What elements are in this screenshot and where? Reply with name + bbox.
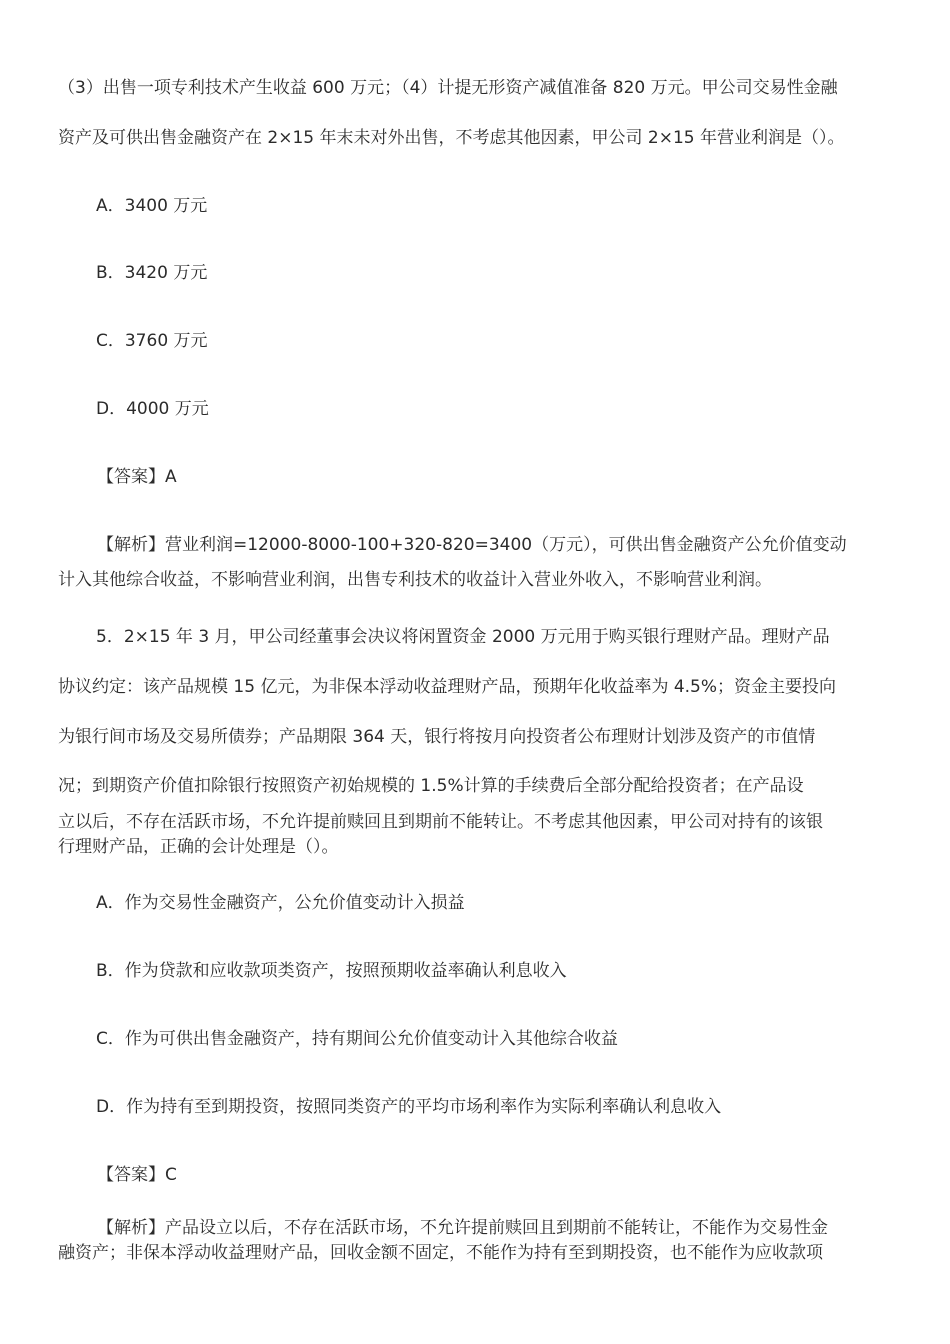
q5-stem-line-1: 5．2×15 年 3 月，甲公司经董事会决议将闲置资金 2000 万元用于购买银行理财产品。理财产品 [96,627,830,647]
q5-stem-line-3: 为银行间市场及交易所债券；产品期限 364 天，银行将按月向投资者公布理财计划涉及资产的市值情 [58,727,816,747]
q5-option-d: D．作为持有至到期投资，按照同类资产的平均市场利率作为实际利率确认利息收入 [96,1097,722,1117]
q5-stem-line-2: 协议约定：该产品规模 15 亿元，为非保本浮动收益理财产品，预期年化收益率为 4.5%；资金主要投向 [58,677,837,697]
q4-option-c: C．3760 万元 [96,331,208,351]
q5-stem-line-6: 行理财产品，正确的会计处理是（）。 [58,837,339,857]
q4-option-b: B．3420 万元 [96,263,208,283]
q5-stem-line-5: 立以后，不存在活跃市场，不允许提前赎回且到期前不能转让。不考虑其他因素，甲公司对持有的该银 [58,812,823,832]
q5-option-a: A．作为交易性金融资产，公允价值变动计入损益 [96,893,465,913]
q4-option-d: D．4000 万元 [96,399,209,419]
q5-option-b: B．作为贷款和应收款项类资产，按照预期收益率确认利息收入 [96,961,567,981]
q4-analysis-line-1: 【解析】营业利润=12000-8000-100+320-820=3400（万元），可供出售金融资产公允价值变动 [97,535,847,555]
q5-analysis-line-2: 融资产；非保本浮动收益理财产品，回收金额不固定，不能作为持有至到期投资，也不能作为应收款项 [58,1243,823,1263]
q5-answer: 【答案】C [97,1165,177,1185]
q5-stem-line-4: 况；到期资产价值扣除银行按照资产初始规模的 1.5%计算的手续费后全部分配给投资者；在产品设 [58,776,804,796]
q5-option-c: C．作为可供出售金融资产，持有期间公允价值变动计入其他综合收益 [96,1029,618,1049]
q4-answer: 【答案】A [97,467,177,487]
q4-analysis-line-2: 计入其他综合收益，不影响营业利润，出售专利技术的收益计入营业外收入，不影响营业利润。 [58,570,772,590]
q4-option-a: A．3400 万元 [96,196,208,216]
q4-stem-line-1: （3）出售一项专利技术产生收益 600 万元；（4）计提无形资产减值准备 820 万元。甲公司交易性金融 [58,78,838,98]
q5-analysis-line-1: 【解析】产品设立以后，不存在活跃市场，不允许提前赎回且到期前不能转让，不能作为交易性金 [97,1218,828,1238]
q4-stem-line-2: 资产及可供出售金融资产在 2×15 年末未对外出售，不考虑其他因素，甲公司 2×15 年营业利润是（）。 [58,128,845,148]
